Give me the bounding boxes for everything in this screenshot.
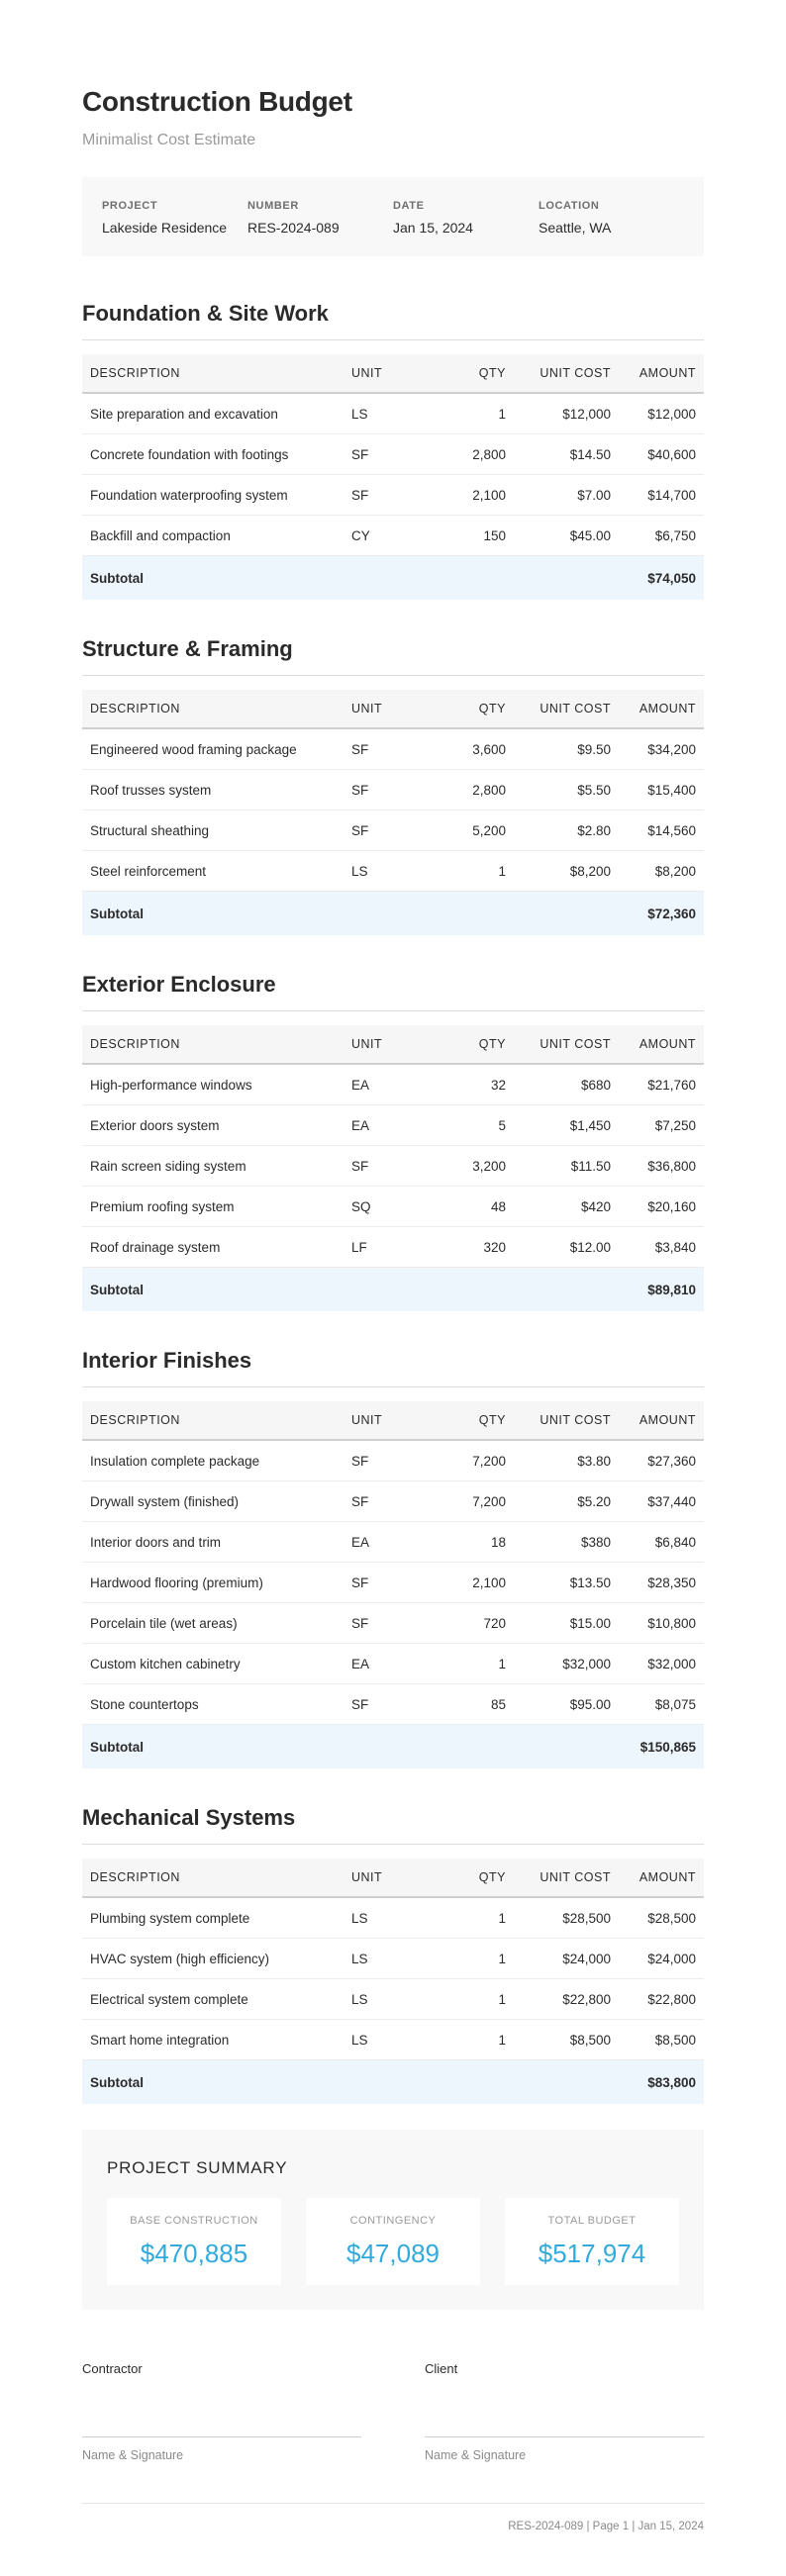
cell-qty: 1 bbox=[429, 1939, 514, 1979]
cell-qty: 85 bbox=[429, 1684, 514, 1725]
cell-unit-cost: $2.80 bbox=[514, 811, 619, 851]
budget-table bbox=[82, 1401, 704, 1768]
budget-table bbox=[82, 1859, 704, 2104]
table-row bbox=[82, 1939, 704, 1979]
cell-unit: LF bbox=[344, 1227, 429, 1268]
cell-qty: 3,200 bbox=[429, 1146, 514, 1187]
cell-unit-cost: $680 bbox=[514, 1064, 619, 1105]
table-row bbox=[82, 1105, 704, 1146]
budget-table bbox=[82, 690, 704, 935]
cell-description: Engineered wood framing package bbox=[82, 728, 344, 770]
table-header-row bbox=[82, 354, 704, 393]
signature-line[interactable] bbox=[425, 2377, 704, 2437]
subtotal-label: Subtotal bbox=[82, 892, 619, 936]
cell-qty: 2,100 bbox=[429, 475, 514, 516]
cell-qty: 320 bbox=[429, 1227, 514, 1268]
column-header-qty: QTY bbox=[429, 1859, 514, 1897]
cell-unit: LS bbox=[344, 851, 429, 892]
table-row bbox=[82, 1979, 704, 2020]
page-title: Construction Budget bbox=[82, 86, 352, 117]
column-header-desc: DESCRIPTION bbox=[82, 354, 344, 393]
table-row bbox=[82, 1481, 704, 1522]
subtotal-row bbox=[82, 892, 704, 936]
meta-value: Lakeside Residence bbox=[102, 220, 228, 236]
signature-client bbox=[425, 2361, 704, 2463]
cell-description: Backfill and compaction bbox=[82, 516, 344, 556]
section-title: Structure & Framing bbox=[82, 635, 704, 676]
cell-qty: 1 bbox=[429, 1897, 514, 1939]
cell-description: Steel reinforcement bbox=[82, 851, 344, 892]
cell-qty: 5,200 bbox=[429, 811, 514, 851]
signature-line[interactable] bbox=[82, 2377, 361, 2437]
cell-description: Plumbing system complete bbox=[82, 1897, 344, 1939]
cell-description: High-performance windows bbox=[82, 1064, 344, 1105]
table-header-row bbox=[82, 1859, 704, 1897]
subtotal-label: Subtotal bbox=[82, 1268, 619, 1312]
signature-caption: Name & Signature bbox=[425, 2448, 527, 2462]
cell-description: Insulation complete package bbox=[82, 1440, 344, 1481]
column-header-unit: UNIT bbox=[344, 354, 429, 393]
cell-unit-cost: $5.20 bbox=[514, 1481, 619, 1522]
meta-label: LOCATION bbox=[539, 200, 600, 212]
cell-amount: $34,200 bbox=[619, 728, 704, 770]
cell-qty: 5 bbox=[429, 1105, 514, 1146]
cell-description: Drywall system (finished) bbox=[82, 1481, 344, 1522]
cell-description: Interior doors and trim bbox=[82, 1522, 344, 1563]
column-header-amount: AMOUNT bbox=[619, 690, 704, 728]
cell-amount: $28,500 bbox=[619, 1897, 704, 1939]
cell-amount: $22,800 bbox=[619, 1979, 704, 2020]
column-header-unit-cost: UNIT COST bbox=[514, 1025, 619, 1064]
cell-unit-cost: $13.50 bbox=[514, 1563, 619, 1603]
cell-amount: $14,700 bbox=[619, 475, 704, 516]
table-row bbox=[82, 1522, 704, 1563]
project-summary bbox=[82, 2130, 704, 2310]
cell-amount: $8,500 bbox=[619, 2020, 704, 2060]
budget-sections bbox=[82, 300, 704, 2104]
cell-unit-cost: $28,500 bbox=[514, 1897, 619, 1939]
cell-qty: 1 bbox=[429, 1644, 514, 1684]
cell-unit-cost: $15.00 bbox=[514, 1603, 619, 1644]
cell-qty: 1 bbox=[429, 393, 514, 434]
meta-value: RES-2024-089 bbox=[247, 220, 340, 236]
subtotal-amount: $89,810 bbox=[619, 1268, 704, 1312]
cell-unit: SF bbox=[344, 1481, 429, 1522]
cell-qty: 18 bbox=[429, 1522, 514, 1563]
cell-description: Custom kitchen cabinetry bbox=[82, 1644, 344, 1684]
cell-amount: $37,440 bbox=[619, 1481, 704, 1522]
page-subtitle: Minimalist Cost Estimate bbox=[82, 132, 256, 148]
page-footer: RES-2024-089 | Page 1 | Jan 15, 2024 bbox=[82, 2503, 704, 2533]
meta-project bbox=[102, 177, 247, 256]
signature-contractor bbox=[82, 2361, 361, 2463]
table-header-row bbox=[82, 690, 704, 728]
cell-unit: LS bbox=[344, 1897, 429, 1939]
column-header-unit-cost: UNIT COST bbox=[514, 354, 619, 393]
cell-amount: $3,840 bbox=[619, 1227, 704, 1268]
cell-unit: EA bbox=[344, 1105, 429, 1146]
cell-description: Roof drainage system bbox=[82, 1227, 344, 1268]
cell-unit: SF bbox=[344, 811, 429, 851]
cell-description: Rain screen siding system bbox=[82, 1146, 344, 1187]
cell-amount: $40,600 bbox=[619, 434, 704, 475]
cell-description: Stone countertops bbox=[82, 1684, 344, 1725]
cell-qty: 2,800 bbox=[429, 434, 514, 475]
subtotal-row bbox=[82, 556, 704, 601]
cell-amount: $15,400 bbox=[619, 770, 704, 811]
signature-role: Contractor bbox=[82, 2361, 143, 2376]
budget-table bbox=[82, 354, 704, 600]
column-header-qty: QTY bbox=[429, 690, 514, 728]
budget-section bbox=[82, 1347, 704, 1768]
budget-section bbox=[82, 635, 704, 935]
meta-label: NUMBER bbox=[247, 200, 299, 212]
cell-unit-cost: $8,500 bbox=[514, 2020, 619, 2060]
table-row bbox=[82, 1563, 704, 1603]
cell-unit-cost: $3.80 bbox=[514, 1440, 619, 1481]
cell-qty: 48 bbox=[429, 1187, 514, 1227]
cell-unit: SF bbox=[344, 1146, 429, 1187]
cell-amount: $28,350 bbox=[619, 1563, 704, 1603]
summary-title: PROJECT SUMMARY bbox=[107, 2158, 288, 2177]
section-title: Interior Finishes bbox=[82, 1347, 704, 1387]
table-row bbox=[82, 1064, 704, 1105]
cell-unit: SF bbox=[344, 728, 429, 770]
cell-unit-cost: $24,000 bbox=[514, 1939, 619, 1979]
column-header-unit-cost: UNIT COST bbox=[514, 690, 619, 728]
cell-unit: LS bbox=[344, 2020, 429, 2060]
cell-unit: SF bbox=[344, 1563, 429, 1603]
cell-qty: 3,600 bbox=[429, 728, 514, 770]
column-header-unit: UNIT bbox=[344, 1859, 429, 1897]
subtotal-row bbox=[82, 1725, 704, 1769]
card-value: $517,974 bbox=[538, 2239, 646, 2268]
cell-amount: $14,560 bbox=[619, 811, 704, 851]
table-row bbox=[82, 516, 704, 556]
cell-description: Porcelain tile (wet areas) bbox=[82, 1603, 344, 1644]
cell-description: Roof trusses system bbox=[82, 770, 344, 811]
cell-amount: $6,840 bbox=[619, 1522, 704, 1563]
cell-unit-cost: $14.50 bbox=[514, 434, 619, 475]
cell-description: HVAC system (high efficiency) bbox=[82, 1939, 344, 1979]
column-header-unit: UNIT bbox=[344, 690, 429, 728]
table-row bbox=[82, 770, 704, 811]
cell-unit-cost: $380 bbox=[514, 1522, 619, 1563]
cell-qty: 1 bbox=[429, 851, 514, 892]
meta-label: DATE bbox=[393, 200, 425, 212]
column-header-amount: AMOUNT bbox=[619, 1859, 704, 1897]
cell-description: Concrete foundation with footings bbox=[82, 434, 344, 475]
card-value: $47,089 bbox=[346, 2239, 440, 2268]
table-row bbox=[82, 1684, 704, 1725]
cell-unit: SF bbox=[344, 1603, 429, 1644]
cell-unit-cost: $22,800 bbox=[514, 1979, 619, 2020]
summary-card-total bbox=[505, 2198, 679, 2285]
cell-amount: $8,200 bbox=[619, 851, 704, 892]
signature-block bbox=[82, 2361, 704, 2463]
table-row bbox=[82, 1187, 704, 1227]
cell-unit: SF bbox=[344, 770, 429, 811]
cell-unit: EA bbox=[344, 1522, 429, 1563]
card-value: $470,885 bbox=[140, 2239, 248, 2268]
summary-card-base bbox=[107, 2198, 281, 2285]
cell-unit: LS bbox=[344, 393, 429, 434]
table-header-row bbox=[82, 1401, 704, 1440]
column-header-qty: QTY bbox=[429, 354, 514, 393]
cell-description: Site preparation and excavation bbox=[82, 393, 344, 434]
budget-table bbox=[82, 1025, 704, 1311]
cell-unit: LS bbox=[344, 1939, 429, 1979]
card-label: CONTINGENCY bbox=[349, 2215, 437, 2227]
section-title: Exterior Enclosure bbox=[82, 971, 704, 1011]
cell-unit-cost: $12.00 bbox=[514, 1227, 619, 1268]
cell-amount: $20,160 bbox=[619, 1187, 704, 1227]
cell-unit-cost: $95.00 bbox=[514, 1684, 619, 1725]
cell-amount: $8,075 bbox=[619, 1684, 704, 1725]
cell-qty: 1 bbox=[429, 1979, 514, 2020]
meta-number bbox=[247, 177, 393, 256]
subtotal-label: Subtotal bbox=[82, 2060, 619, 2105]
table-header-row bbox=[82, 1025, 704, 1064]
table-row bbox=[82, 811, 704, 851]
column-header-unit: UNIT bbox=[344, 1025, 429, 1064]
cell-qty: 2,100 bbox=[429, 1563, 514, 1603]
section-title: Mechanical Systems bbox=[82, 1804, 704, 1845]
meta-value: Seattle, WA bbox=[539, 220, 612, 236]
card-label: BASE CONSTRUCTION bbox=[130, 2215, 258, 2227]
meta-label: PROJECT bbox=[102, 200, 158, 212]
cell-qty: 2,800 bbox=[429, 770, 514, 811]
cell-amount: $10,800 bbox=[619, 1603, 704, 1644]
cell-unit-cost: $11.50 bbox=[514, 1146, 619, 1187]
project-meta bbox=[82, 177, 704, 256]
cell-qty: 720 bbox=[429, 1603, 514, 1644]
budget-section bbox=[82, 1804, 704, 2104]
column-header-amount: AMOUNT bbox=[619, 1401, 704, 1440]
cell-amount: $6,750 bbox=[619, 516, 704, 556]
cell-description: Hardwood flooring (premium) bbox=[82, 1563, 344, 1603]
section-title: Foundation & Site Work bbox=[82, 300, 704, 340]
cell-qty: 32 bbox=[429, 1064, 514, 1105]
card-label: TOTAL BUDGET bbox=[547, 2215, 637, 2227]
subtotal-label: Subtotal bbox=[82, 556, 619, 601]
signature-role: Client bbox=[425, 2361, 458, 2376]
cell-amount: $12,000 bbox=[619, 393, 704, 434]
table-row bbox=[82, 1897, 704, 1939]
cell-unit: CY bbox=[344, 516, 429, 556]
cell-amount: $36,800 bbox=[619, 1146, 704, 1187]
cell-amount: $32,000 bbox=[619, 1644, 704, 1684]
table-row bbox=[82, 851, 704, 892]
subtotal-label: Subtotal bbox=[82, 1725, 619, 1769]
signature-caption: Name & Signature bbox=[82, 2448, 184, 2462]
table-row bbox=[82, 1603, 704, 1644]
cell-unit-cost: $5.50 bbox=[514, 770, 619, 811]
subtotal-amount: $74,050 bbox=[619, 556, 704, 601]
subtotal-row bbox=[82, 1268, 704, 1312]
cell-unit: SF bbox=[344, 1684, 429, 1725]
cell-unit: EA bbox=[344, 1644, 429, 1684]
cell-description: Smart home integration bbox=[82, 2020, 344, 2060]
budget-section bbox=[82, 971, 704, 1311]
column-header-desc: DESCRIPTION bbox=[82, 690, 344, 728]
meta-location bbox=[539, 177, 684, 256]
column-header-unit: UNIT bbox=[344, 1401, 429, 1440]
summary-card-contingency bbox=[306, 2198, 480, 2285]
cell-qty: 7,200 bbox=[429, 1440, 514, 1481]
cell-description: Structural sheathing bbox=[82, 811, 344, 851]
column-header-qty: QTY bbox=[429, 1401, 514, 1440]
cell-amount: $24,000 bbox=[619, 1939, 704, 1979]
cell-unit-cost: $12,000 bbox=[514, 393, 619, 434]
cell-unit: SF bbox=[344, 475, 429, 516]
table-row bbox=[82, 434, 704, 475]
column-header-desc: DESCRIPTION bbox=[82, 1859, 344, 1897]
cell-unit-cost: $7.00 bbox=[514, 475, 619, 516]
table-row bbox=[82, 393, 704, 434]
cell-unit: LS bbox=[344, 1979, 429, 2020]
table-row bbox=[82, 1227, 704, 1268]
meta-date bbox=[393, 177, 539, 256]
column-header-amount: AMOUNT bbox=[619, 1025, 704, 1064]
cell-unit-cost: $32,000 bbox=[514, 1644, 619, 1684]
cell-unit-cost: $8,200 bbox=[514, 851, 619, 892]
cell-unit: SQ bbox=[344, 1187, 429, 1227]
cell-description: Exterior doors system bbox=[82, 1105, 344, 1146]
column-header-qty: QTY bbox=[429, 1025, 514, 1064]
column-header-amount: AMOUNT bbox=[619, 354, 704, 393]
cell-description: Premium roofing system bbox=[82, 1187, 344, 1227]
table-row bbox=[82, 1440, 704, 1481]
meta-value: Jan 15, 2024 bbox=[393, 220, 473, 236]
cell-description: Electrical system complete bbox=[82, 1979, 344, 2020]
table-row bbox=[82, 475, 704, 516]
column-header-unit-cost: UNIT COST bbox=[514, 1401, 619, 1440]
cell-qty: 1 bbox=[429, 2020, 514, 2060]
cell-unit-cost: $1,450 bbox=[514, 1105, 619, 1146]
summary-cards bbox=[107, 2198, 679, 2285]
cell-unit: SF bbox=[344, 434, 429, 475]
subtotal-row bbox=[82, 2060, 704, 2105]
cell-unit-cost: $9.50 bbox=[514, 728, 619, 770]
table-row bbox=[82, 2020, 704, 2060]
cell-unit-cost: $420 bbox=[514, 1187, 619, 1227]
cell-qty: 7,200 bbox=[429, 1481, 514, 1522]
subtotal-amount: $83,800 bbox=[619, 2060, 704, 2105]
table-row bbox=[82, 1146, 704, 1187]
cell-amount: $7,250 bbox=[619, 1105, 704, 1146]
subtotal-amount: $150,865 bbox=[619, 1725, 704, 1769]
cell-qty: 150 bbox=[429, 516, 514, 556]
cell-description: Foundation waterproofing system bbox=[82, 475, 344, 516]
column-header-unit-cost: UNIT COST bbox=[514, 1859, 619, 1897]
table-row bbox=[82, 728, 704, 770]
cell-amount: $21,760 bbox=[619, 1064, 704, 1105]
table-row bbox=[82, 1644, 704, 1684]
subtotal-amount: $72,360 bbox=[619, 892, 704, 936]
cell-unit: EA bbox=[344, 1064, 429, 1105]
budget-section bbox=[82, 300, 704, 600]
column-header-desc: DESCRIPTION bbox=[82, 1025, 344, 1064]
cell-unit-cost: $45.00 bbox=[514, 516, 619, 556]
cell-unit: SF bbox=[344, 1440, 429, 1481]
cell-amount: $27,360 bbox=[619, 1440, 704, 1481]
column-header-desc: DESCRIPTION bbox=[82, 1401, 344, 1440]
